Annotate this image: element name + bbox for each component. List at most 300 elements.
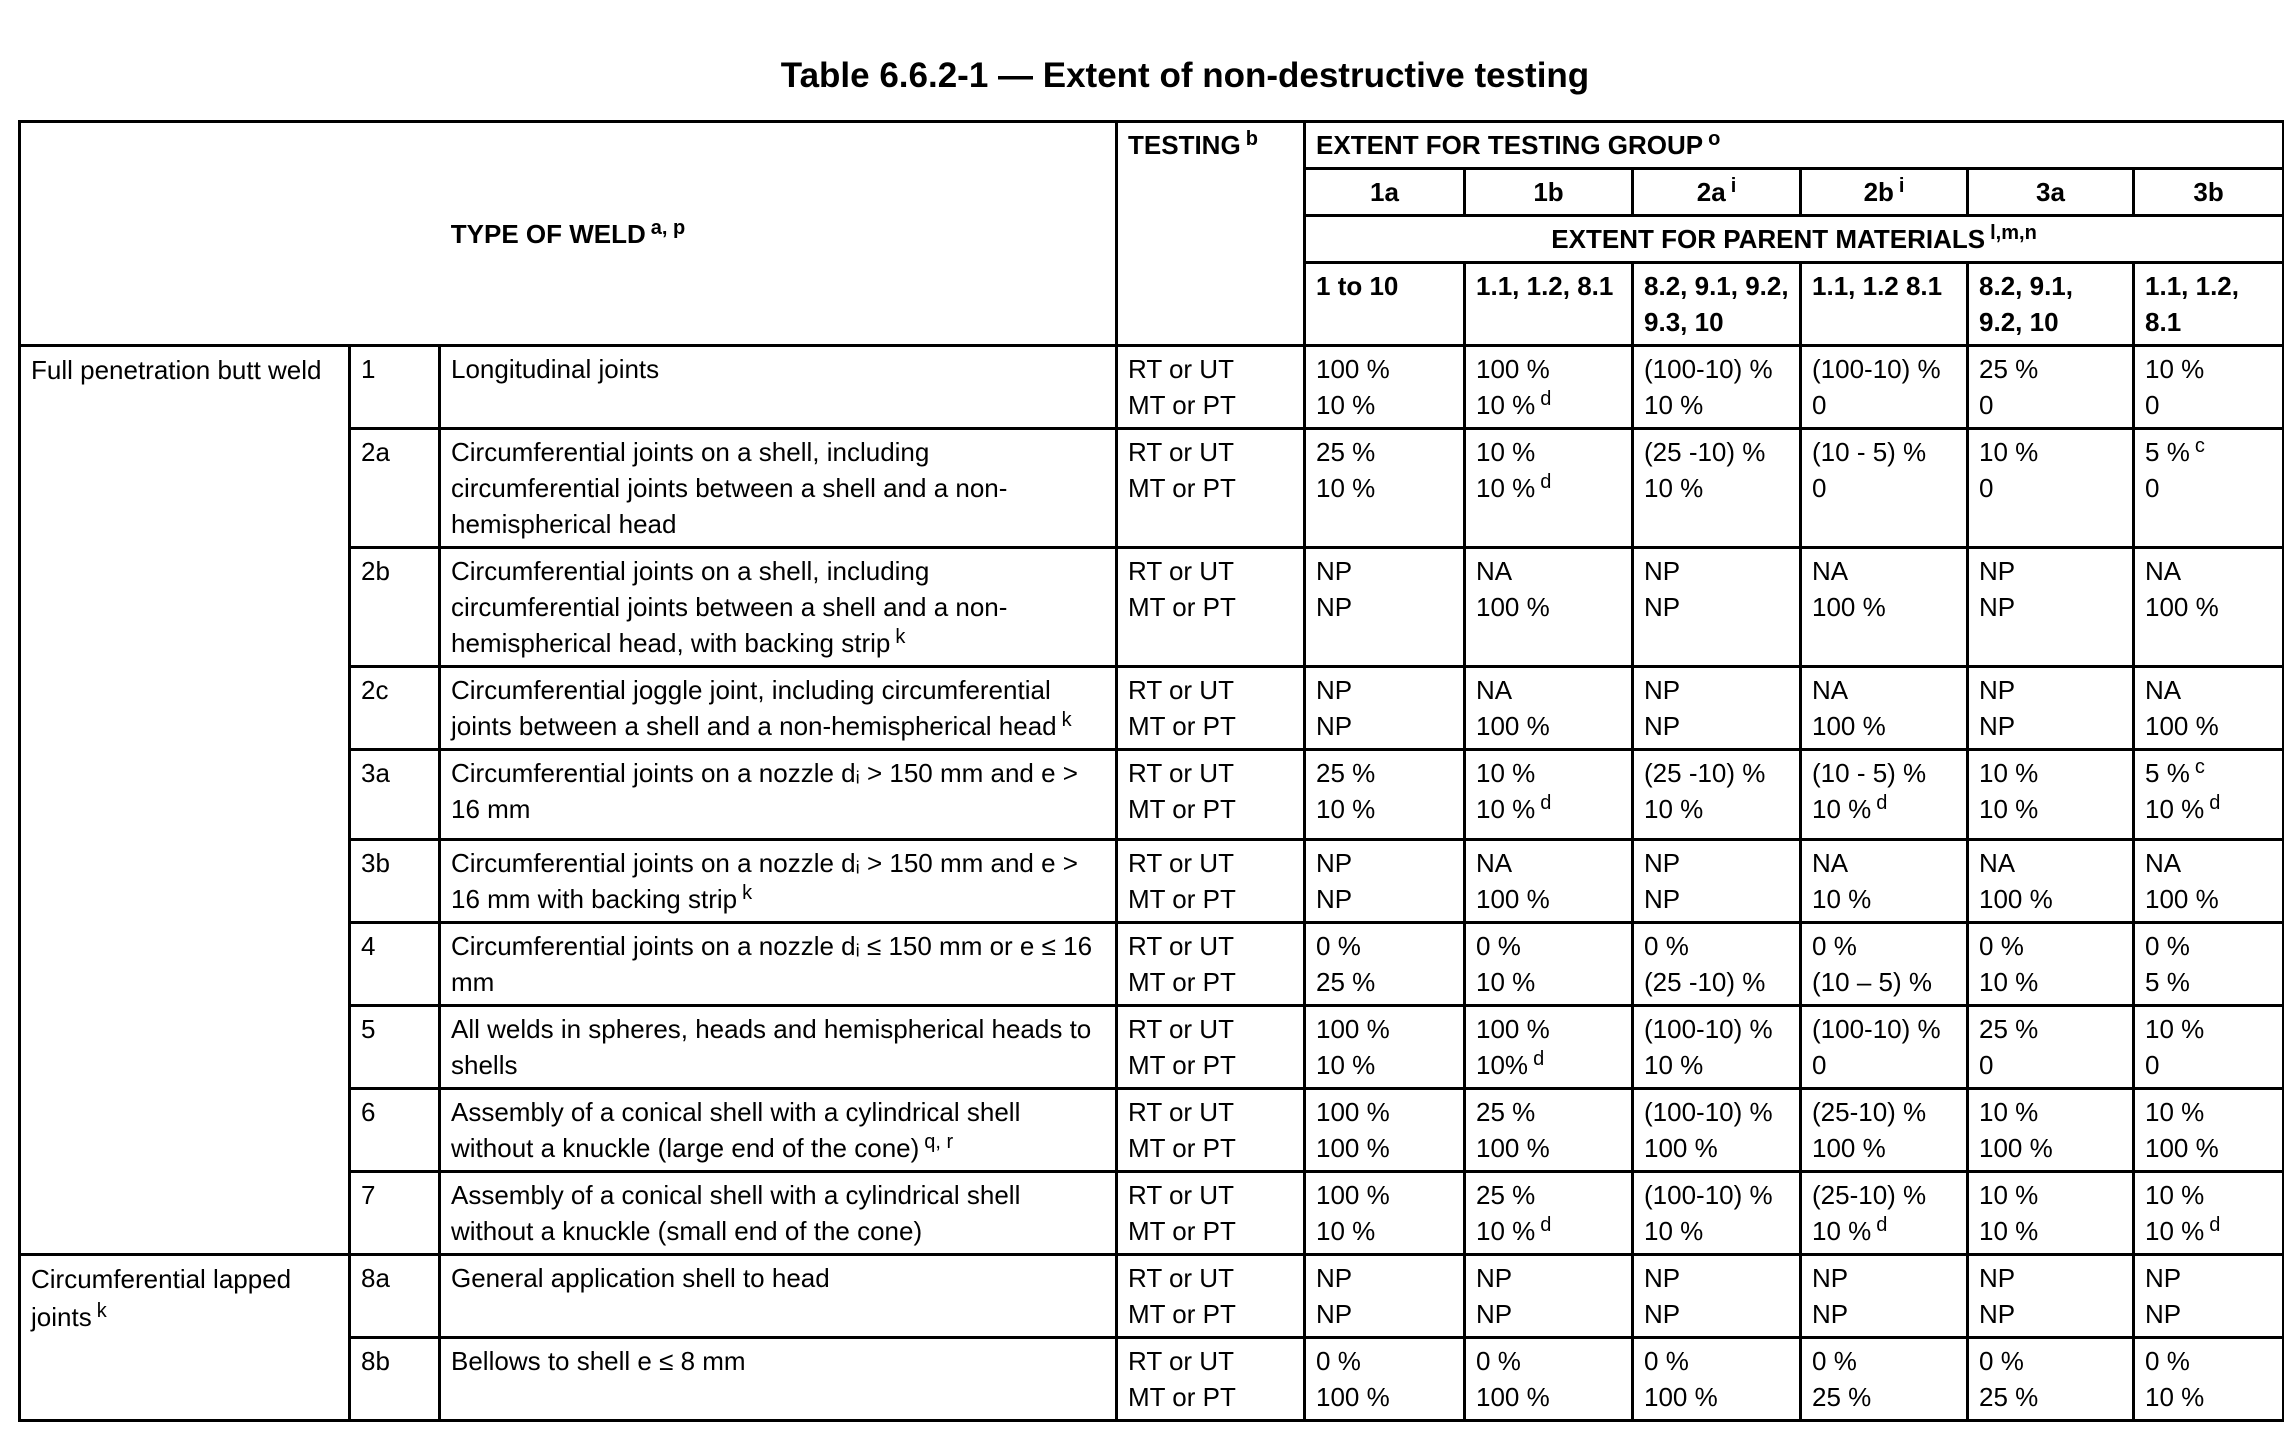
extent-value: 10 % xyxy=(1979,794,2039,824)
extent-rt-ut-value xyxy=(1812,1094,1956,1130)
page-title: Table 6.6.2-1 — Extent of non-destructive testing xyxy=(780,56,1590,95)
group-header-1b xyxy=(1465,169,1633,216)
weld-id: 8a xyxy=(350,1255,440,1338)
testing-rt-ut: RT or UT xyxy=(1128,437,1234,467)
extent-value: NP xyxy=(1316,1263,1353,1293)
extent-cell xyxy=(1465,1172,1633,1255)
extent-mt-pt-value xyxy=(1476,1379,1621,1415)
extent-rt-ut-value xyxy=(1316,1343,1453,1379)
extent-value: 0 xyxy=(1979,473,1994,503)
table-row xyxy=(20,429,2284,548)
weld-description-text: Longitudinal joints xyxy=(451,354,660,384)
extent-value: 100 % xyxy=(2145,884,2219,914)
extent-value: 10 % xyxy=(1644,1216,1704,1246)
extent-value: NA xyxy=(2145,556,2182,586)
extent-value: 100 % xyxy=(1476,1133,1550,1163)
extent-rt-ut-value xyxy=(2145,928,2272,964)
weld-description-footnote: k xyxy=(895,626,906,648)
extent-cell xyxy=(1465,667,1633,750)
extent-value: NP xyxy=(1476,1263,1513,1293)
extent-value: 100 % xyxy=(1316,1180,1390,1210)
extent-rt-ut-value xyxy=(1979,434,2122,470)
extent-rt-ut-value xyxy=(1812,1343,1956,1379)
extent-rt-ut-value xyxy=(1979,755,2122,791)
extent-rt-ut-value xyxy=(1476,1260,1621,1296)
extent-rt-ut-value xyxy=(1476,553,1621,589)
extent-cell xyxy=(1801,750,1968,840)
group-header-2b xyxy=(1801,169,1968,216)
testing-rt-ut: RT or UT xyxy=(1128,848,1234,878)
extent-mt-pt-value xyxy=(1644,964,1789,1000)
extent-mt-pt-value xyxy=(1812,1296,1956,1332)
extent-value: (25 -10) % xyxy=(1644,967,1766,997)
extent-rt-ut-value xyxy=(1812,928,1956,964)
extent-rt-ut-value xyxy=(1812,1011,1956,1047)
extent-value: 100 % xyxy=(1476,711,1550,741)
weld-description xyxy=(440,1089,1117,1172)
testing-mt-pt: MT or PT xyxy=(1128,1382,1236,1412)
extent-rt-ut-value xyxy=(2145,672,2272,708)
extent-value: 100 % xyxy=(2145,711,2219,741)
weld-description xyxy=(440,1338,1117,1421)
extent-cell xyxy=(1968,923,2134,1006)
extent-value: NP xyxy=(1316,848,1353,878)
extent-mt-pt-value xyxy=(1979,470,2122,506)
extent-value: 100 % xyxy=(1316,1014,1390,1044)
parent-materials-label: EXTENT FOR PARENT MATERIALS xyxy=(1551,224,1986,254)
extent-mt-pt-value xyxy=(1316,791,1453,827)
extent-cell xyxy=(1465,1255,1633,1338)
extent-value: NP xyxy=(1979,675,2016,705)
extent-value: NP xyxy=(1316,675,1353,705)
testing-methods xyxy=(1117,667,1305,750)
extent-value: 10 % xyxy=(1644,1050,1704,1080)
group-footnote: i xyxy=(1898,175,1905,197)
extent-rt-ut-value xyxy=(1979,351,2122,387)
extent-value: 10 % xyxy=(1979,1180,2039,1210)
type-of-weld-header xyxy=(20,122,1117,346)
extent-value: NP xyxy=(2145,1263,2182,1293)
extent-value: 0 % xyxy=(1812,931,1857,961)
extent-value: 10 % xyxy=(1979,967,2039,997)
extent-value: 0 % xyxy=(1979,1346,2024,1376)
extent-value: (100-10) % xyxy=(1812,354,1941,384)
extent-value: 25 % xyxy=(1979,1014,2039,1044)
testing-mt-pt: MT or PT xyxy=(1128,967,1236,997)
extent-value: 10 % xyxy=(1316,473,1376,503)
testing-rt-ut: RT or UT xyxy=(1128,758,1234,788)
extent-cell xyxy=(1801,923,1968,1006)
extent-value: 0 xyxy=(1812,390,1827,420)
extent-value: NP xyxy=(1979,711,2016,741)
extent-cell xyxy=(1633,1255,1801,1338)
material-header-0: 1 to 10 xyxy=(1305,263,1465,346)
extent-value: 0 % xyxy=(1812,1346,1857,1376)
extent-cell xyxy=(1968,1006,2134,1089)
extent-rt-ut-value xyxy=(1316,1011,1453,1047)
extent-value: 5 % xyxy=(2145,758,2190,788)
weld-description xyxy=(440,429,1117,548)
extent-mt-pt-value xyxy=(1979,964,2122,1000)
weld-description-text: Circumferential joints on a nozzle dᵢ > 150 mm and e > 16 mm with backing strip xyxy=(451,848,1078,914)
extent-value: 10 % xyxy=(1476,390,1536,420)
weld-id: 2c xyxy=(350,667,440,750)
extent-rt-ut-value xyxy=(1644,553,1789,589)
weld-id: 2a xyxy=(350,429,440,548)
extent-cell xyxy=(1801,1338,1968,1421)
extent-cell xyxy=(1305,429,1465,548)
table-row xyxy=(20,1255,2284,1338)
extent-mt-pt-value xyxy=(1476,387,1621,423)
weld-description xyxy=(440,840,1117,923)
extent-cell xyxy=(1305,1089,1465,1172)
extent-cell xyxy=(1465,750,1633,840)
extent-rt-ut-value xyxy=(1644,1177,1789,1213)
extent-value: (25-10) % xyxy=(1812,1097,1927,1127)
extent-value: 25 % xyxy=(1476,1097,1536,1127)
extent-value: (100-10) % xyxy=(1644,1180,1773,1210)
extent-rt-ut-value xyxy=(1316,553,1453,589)
extent-rt-ut-value xyxy=(1644,1343,1789,1379)
extent-value: (100-10) % xyxy=(1812,1014,1941,1044)
weld-description-text: Circumferential joints on a shell, including circumferential joints between a shell and a non-hemispherical head xyxy=(451,437,1008,539)
material-header-3: 1.1, 1.2 8.1 xyxy=(1801,263,1968,346)
extent-value: 10 % xyxy=(1316,1216,1376,1246)
extent-mt-pt-value xyxy=(1316,387,1453,423)
extent-rt-ut-value xyxy=(1476,1011,1621,1047)
extent-value: (25 -10) % xyxy=(1644,758,1766,788)
extent-cell xyxy=(1801,1172,1968,1255)
extent-mt-pt-value xyxy=(1812,387,1956,423)
weld-id: 1 xyxy=(350,346,440,429)
extent-rt-ut-value xyxy=(1812,1177,1956,1213)
extent-value: 10 % xyxy=(2145,1014,2205,1044)
group-footnote: i xyxy=(1730,175,1737,197)
extent-cell xyxy=(1305,667,1465,750)
extent-cell xyxy=(2134,548,2284,667)
extent-mt-pt-value xyxy=(1316,470,1453,506)
extent-value: NP xyxy=(1979,592,2016,622)
extent-value: 10 % xyxy=(2145,1180,2205,1210)
extent-value: NP xyxy=(1316,592,1353,622)
material-header-4: 8.2, 9.1, 9.2, 10 xyxy=(1968,263,2134,346)
parent-materials-footnote: l,m,n xyxy=(1990,222,2037,244)
testing-methods xyxy=(1117,1338,1305,1421)
extent-value: 10 % xyxy=(1476,473,1536,503)
extent-value: 100 % xyxy=(1476,592,1550,622)
extent-mt-pt-value xyxy=(1812,708,1956,744)
testing-header xyxy=(1117,122,1305,346)
testing-mt-pt: MT or PT xyxy=(1128,473,1236,503)
extent-rt-ut-value xyxy=(1476,434,1621,470)
extent-cell xyxy=(1465,923,1633,1006)
extent-value: NP xyxy=(1644,848,1681,878)
extent-cell xyxy=(2134,1172,2284,1255)
extent-rt-ut-value xyxy=(1644,351,1789,387)
extent-cell xyxy=(2134,667,2284,750)
testing-rt-ut: RT or UT xyxy=(1128,556,1234,586)
extent-rt-ut-value xyxy=(1476,755,1621,791)
extent-value: 0 xyxy=(1979,1050,1994,1080)
extent-value: 10 % xyxy=(1476,967,1536,997)
extent-cell xyxy=(1633,750,1801,840)
extent-rt-ut-value xyxy=(1316,1094,1453,1130)
header-row xyxy=(20,122,2284,169)
extent-mt-pt-value xyxy=(1812,589,1956,625)
extent-value: 0 xyxy=(2145,473,2160,503)
weld-description-text: All welds in spheres, heads and hemispherical heads to shells xyxy=(451,1014,1092,1080)
extent-value: 25 % xyxy=(1316,437,1376,467)
weld-description-text: Assembly of a conical shell with a cylindrical shell without a knuckle (large end of the cone) xyxy=(451,1097,1021,1163)
group-label: 2a xyxy=(1696,177,1726,207)
extent-mt-pt-value xyxy=(1979,881,2122,917)
weld-id: 3b xyxy=(350,840,440,923)
extent-mt-pt-value xyxy=(1812,881,1956,917)
extent-value: 25 % xyxy=(1316,758,1376,788)
table-row xyxy=(20,548,2284,667)
extent-mt-pt-value xyxy=(1979,1213,2122,1249)
weld-description xyxy=(440,1172,1117,1255)
extent-rt-ut-value xyxy=(1644,845,1789,881)
extent-value: NP xyxy=(1644,1299,1681,1329)
extent-value: NA xyxy=(1812,675,1849,705)
testing-rt-ut: RT or UT xyxy=(1128,1014,1234,1044)
extent-rt-ut-value xyxy=(1812,434,1956,470)
extent-rt-ut-value xyxy=(1644,1011,1789,1047)
extent-mt-pt-value xyxy=(1644,1296,1789,1332)
extent-value: 100 % xyxy=(1812,711,1886,741)
testing-methods xyxy=(1117,840,1305,923)
testing-rt-ut: RT or UT xyxy=(1128,354,1234,384)
extent-mt-pt-value xyxy=(2145,1379,2272,1415)
extent-value: 100 % xyxy=(1316,1382,1390,1412)
testing-methods xyxy=(1117,750,1305,840)
extent-value: NA xyxy=(1476,556,1513,586)
testing-mt-pt: MT or PT xyxy=(1128,1133,1236,1163)
extent-cell xyxy=(1801,1006,1968,1089)
extent-value: (100-10) % xyxy=(1644,354,1773,384)
extent-mt-pt-value xyxy=(1316,1047,1453,1083)
extent-value: 0 xyxy=(2145,390,2160,420)
extent-rt-ut-value xyxy=(2145,1343,2272,1379)
extent-mt-pt-value xyxy=(1979,589,2122,625)
extent-cell xyxy=(1633,840,1801,923)
testing-mt-pt: MT or PT xyxy=(1128,711,1236,741)
testing-mt-pt: MT or PT xyxy=(1128,884,1236,914)
extent-cell xyxy=(2134,1006,2284,1089)
extent-cell xyxy=(1801,840,1968,923)
extent-rt-ut-value xyxy=(1979,553,2122,589)
type-of-weld-footnote: a, p xyxy=(650,216,686,239)
extent-value: 0 % xyxy=(1979,931,2024,961)
extent-value: 10 % xyxy=(1644,473,1704,503)
extent-mt-pt-value xyxy=(1476,791,1621,827)
extent-cell xyxy=(1465,1338,1633,1421)
extent-cell xyxy=(1465,346,1633,429)
extent-rt-ut-value xyxy=(1644,1260,1789,1296)
extent-mt-pt-value xyxy=(1812,1379,1956,1415)
extent-mt-pt-value xyxy=(1476,881,1621,917)
extent-mt-pt-value xyxy=(1316,1130,1453,1166)
extent-value: NP xyxy=(1979,556,2016,586)
extent-mt-pt-value xyxy=(1316,589,1453,625)
extent-mt-pt-value xyxy=(1476,1130,1621,1166)
extent-cell xyxy=(1968,1172,2134,1255)
weld-description-text: Circumferential joggle joint, including circumferential joints between a shell and a non-hemispherical head xyxy=(451,675,1057,741)
weld-description xyxy=(440,1006,1117,1089)
extent-value: 0 % xyxy=(2145,931,2190,961)
testing-rt-ut: RT or UT xyxy=(1128,1097,1234,1127)
extent-value: 10 % xyxy=(1476,1216,1536,1246)
extent-cell xyxy=(2134,1255,2284,1338)
table-row xyxy=(20,1172,2284,1255)
extent-value: 25 % xyxy=(1316,967,1376,997)
extent-rt-ut-value xyxy=(1316,1177,1453,1213)
extent-mt-pt-value xyxy=(1644,1047,1789,1083)
extent-value: 10 % xyxy=(1316,390,1376,420)
extent-rt-ut-value xyxy=(2145,434,2272,470)
extent-value: 100 % xyxy=(1979,1133,2053,1163)
testing-mt-pt: MT or PT xyxy=(1128,1050,1236,1080)
testing-methods xyxy=(1117,1255,1305,1338)
extent-rt-ut-value xyxy=(1644,434,1789,470)
extent-cell xyxy=(1633,346,1801,429)
extent-value: 10 % xyxy=(1812,794,1872,824)
extent-value: 10 % xyxy=(1812,884,1872,914)
material-header-2: 8.2, 9.1, 9.2, 9.3, 10 xyxy=(1633,263,1801,346)
extent-mt-pt-value xyxy=(1644,708,1789,744)
extent-mt-pt-value xyxy=(1316,1296,1453,1332)
extent-cell xyxy=(1633,429,1801,548)
extent-value: 10% xyxy=(1476,1050,1529,1080)
extent-footnote: d xyxy=(2209,1214,2221,1236)
testing-methods xyxy=(1117,923,1305,1006)
weld-description-text: Assembly of a conical shell with a cylindrical shell without a knuckle (small end of the cone) xyxy=(451,1180,1021,1246)
table-row xyxy=(20,1006,2284,1089)
table-row xyxy=(20,1089,2284,1172)
extent-cell xyxy=(1465,1089,1633,1172)
group-label: 3b xyxy=(2193,177,2224,207)
extent-value: 0 xyxy=(2145,1050,2160,1080)
extent-cell xyxy=(1801,1089,1968,1172)
weld-description xyxy=(440,346,1117,429)
extent-cell xyxy=(2134,750,2284,840)
extent-value: 10 % xyxy=(2145,354,2205,384)
extent-mt-pt-value xyxy=(2145,1130,2272,1166)
testing-methods xyxy=(1117,1006,1305,1089)
extent-mt-pt-value xyxy=(1316,964,1453,1000)
extent-cell xyxy=(2134,923,2284,1006)
extent-value: NA xyxy=(1476,675,1513,705)
extent-mt-pt-value xyxy=(2145,791,2272,827)
extent-footnote: d xyxy=(1540,792,1552,814)
extent-mt-pt-value xyxy=(1812,791,1956,827)
table-body xyxy=(20,122,2284,1421)
weld-description-text: Circumferential joints on a nozzle dᵢ ≤ 150 mm or e ≤ 16 mm xyxy=(451,931,1093,997)
extent-rt-ut-value xyxy=(1812,755,1956,791)
extent-value: NA xyxy=(2145,848,2182,878)
weld-description-text: General application shell to head xyxy=(451,1263,830,1293)
extent-value: 10 % xyxy=(1476,437,1536,467)
extent-mt-pt-value xyxy=(1316,708,1453,744)
extent-mt-pt-value xyxy=(1979,1047,2122,1083)
extent-value: 100 % xyxy=(1476,1014,1550,1044)
extent-value: NP xyxy=(1476,1299,1513,1329)
extent-rt-ut-value xyxy=(1644,1094,1789,1130)
weld-id: 8b xyxy=(350,1338,440,1421)
extent-cell xyxy=(1801,667,1968,750)
extent-rt-ut-value xyxy=(1979,1094,2122,1130)
extent-rt-ut-value xyxy=(1812,553,1956,589)
weld-id: 7 xyxy=(350,1172,440,1255)
extent-mt-pt-value xyxy=(1812,470,1956,506)
extent-mt-pt-value xyxy=(1316,1213,1453,1249)
extent-cell xyxy=(1633,923,1801,1006)
extent-rt-ut-value xyxy=(1316,434,1453,470)
extent-value: 5 % xyxy=(2145,437,2190,467)
extent-rt-ut-value xyxy=(1476,1343,1621,1379)
extent-cell xyxy=(1465,1006,1633,1089)
extent-value: NP xyxy=(1316,1299,1353,1329)
extent-rt-ut-value xyxy=(1476,845,1621,881)
extent-mt-pt-value xyxy=(1476,589,1621,625)
weld-description xyxy=(440,1255,1117,1338)
extent-value: (25-10) % xyxy=(1812,1180,1927,1210)
testing-methods xyxy=(1117,429,1305,548)
extent-value: 0 % xyxy=(1476,1346,1521,1376)
extent-cell xyxy=(1305,1172,1465,1255)
extent-mt-pt-value xyxy=(1979,791,2122,827)
extent-value: 100 % xyxy=(1644,1382,1718,1412)
extent-value: 10 % xyxy=(1476,794,1536,824)
extent-value: NA xyxy=(1476,848,1513,878)
testing-mt-pt: MT or PT xyxy=(1128,794,1236,824)
extent-cell xyxy=(2134,346,2284,429)
extent-mt-pt-value xyxy=(1644,881,1789,917)
extent-rt-ut-value xyxy=(1476,928,1621,964)
extent-value: NP xyxy=(1644,711,1681,741)
extent-rt-ut-value xyxy=(1644,928,1789,964)
extent-rt-ut-value xyxy=(1476,351,1621,387)
extent-value: NP xyxy=(1316,884,1353,914)
testing-methods xyxy=(1117,346,1305,429)
extent-value: NA xyxy=(1812,848,1849,878)
group-header-2a xyxy=(1633,169,1801,216)
extent-cell xyxy=(1305,750,1465,840)
extent-cell xyxy=(1305,1255,1465,1338)
extent-cell xyxy=(2134,1338,2284,1421)
extent-rt-ut-value xyxy=(2145,1177,2272,1213)
extent-mt-pt-value xyxy=(1979,1379,2122,1415)
testing-footnote: b xyxy=(1245,128,1258,150)
extent-cell xyxy=(1801,548,1968,667)
extent-value: 0 % xyxy=(1316,931,1361,961)
extent-value: 100 % xyxy=(1644,1133,1718,1163)
extent-value: (100-10) % xyxy=(1644,1097,1773,1127)
extent-mt-pt-value xyxy=(2145,708,2272,744)
extent-footnote: c xyxy=(2194,435,2205,457)
extent-value: 100 % xyxy=(2145,592,2219,622)
weld-description-text: Circumferential joints on a nozzle dᵢ > 150 mm and e > 16 mm xyxy=(451,758,1078,824)
extent-value: NP xyxy=(1644,1263,1681,1293)
extent-value: 0 % xyxy=(1644,1346,1689,1376)
extent-cell xyxy=(1305,1006,1465,1089)
extent-rt-ut-value xyxy=(1644,755,1789,791)
extent-value: NP xyxy=(1812,1263,1849,1293)
weld-description-footnote: q, r xyxy=(924,1131,954,1153)
extent-mt-pt-value xyxy=(1979,1130,2122,1166)
extent-value: (10 - 5) % xyxy=(1812,758,1927,788)
